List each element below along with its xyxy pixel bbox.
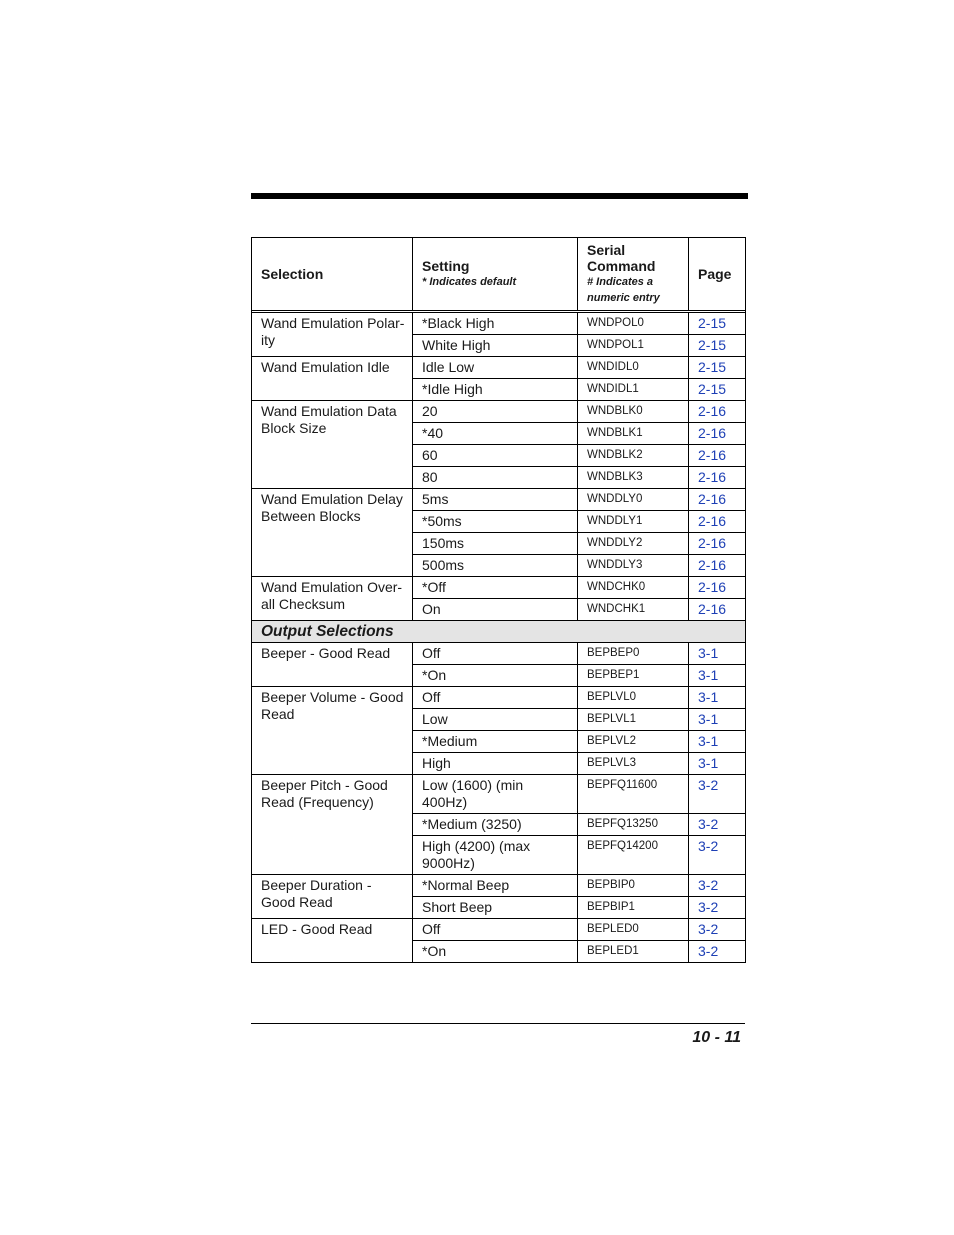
- page-number: 10 - 11: [692, 1029, 741, 1046]
- header-serial-command: Serial Command # Indicates a numeric entry: [578, 238, 689, 311]
- selection-cell: Wand Emulation Data Block Size: [252, 401, 413, 489]
- serial-command-cell: BEPLVL3: [578, 753, 689, 775]
- serial-command-cell: WNDPOL1: [578, 335, 689, 357]
- setting-cell: 80: [413, 467, 578, 489]
- serial-command-cell: BEPBIP1: [578, 897, 689, 919]
- header-setting: Setting * Indicates default: [413, 238, 578, 311]
- serial-command-cell: WNDDLY3: [578, 555, 689, 577]
- page-link[interactable]: 3-1: [689, 665, 746, 687]
- setting-cell: High (4200) (max 9000Hz): [413, 836, 578, 875]
- setting-cell: Off: [413, 919, 578, 941]
- table-row: [252, 775, 746, 814]
- serial-command-cell: BEPLVL2: [578, 731, 689, 753]
- serial-command-cell: BEPFQ14200: [578, 836, 689, 875]
- page-link[interactable]: 3-1: [689, 643, 746, 665]
- top-rule: [251, 193, 748, 199]
- serial-command-cell: WNDIDL1: [578, 379, 689, 401]
- section-title: Output Selections: [252, 621, 746, 643]
- page-link[interactable]: 3-1: [689, 753, 746, 775]
- setting-cell: Short Beep: [413, 897, 578, 919]
- page-link[interactable]: 3-2: [689, 836, 746, 875]
- serial-command-cell: WNDDLY1: [578, 511, 689, 533]
- serial-command-cell: WNDDLY0: [578, 489, 689, 511]
- serial-command-cell: WNDBLK3: [578, 467, 689, 489]
- serial-command-cell: BEPLED0: [578, 919, 689, 941]
- section-row: [252, 621, 746, 643]
- selection-cell: LED - Good Read: [252, 919, 413, 963]
- serial-command-cell: BEPLED1: [578, 941, 689, 963]
- serial-command-cell: BEPFQ11600: [578, 775, 689, 814]
- page-link[interactable]: 3-2: [689, 941, 746, 963]
- page-link[interactable]: 3-2: [689, 775, 746, 814]
- setting-cell: Idle Low: [413, 357, 578, 379]
- page-link[interactable]: 3-2: [689, 875, 746, 897]
- setting-cell: Low (1600) (min 400Hz): [413, 775, 578, 814]
- selection-cell: Beeper Volume - Good Read: [252, 687, 413, 775]
- serial-command-cell: WNDCHK1: [578, 599, 689, 621]
- serial-command-cell: BEPBEP0: [578, 643, 689, 665]
- serial-command-cell: BEPFQ13250: [578, 814, 689, 836]
- setting-cell: *Black High: [413, 313, 578, 335]
- page-link[interactable]: 3-2: [689, 897, 746, 919]
- header-page: Page: [689, 238, 746, 311]
- setting-cell: High: [413, 753, 578, 775]
- setting-cell: *Medium: [413, 731, 578, 753]
- selection-cell: Beeper Pitch - Good Read (Frequency): [252, 775, 413, 875]
- page-link[interactable]: 3-1: [689, 709, 746, 731]
- setting-cell: Off: [413, 687, 578, 709]
- table-row: [252, 401, 746, 423]
- page-link[interactable]: 2-16: [689, 445, 746, 467]
- page-link[interactable]: 2-16: [689, 533, 746, 555]
- setting-cell: *Normal Beep: [413, 875, 578, 897]
- table-row: [252, 919, 746, 941]
- serial-command-cell: BEPLVL1: [578, 709, 689, 731]
- setting-cell: *On: [413, 665, 578, 687]
- page-link[interactable]: 2-15: [689, 357, 746, 379]
- selection-cell: Wand Emulation Delay Between Blocks: [252, 489, 413, 577]
- settings-table: [251, 237, 746, 963]
- serial-command-cell: WNDBLK1: [578, 423, 689, 445]
- page-link[interactable]: 2-16: [689, 577, 746, 599]
- table-row: [252, 875, 746, 897]
- page-link[interactable]: 2-16: [689, 423, 746, 445]
- selection-cell: Beeper Duration - Good Read: [252, 875, 413, 919]
- setting-cell: *40: [413, 423, 578, 445]
- table-header: [252, 238, 746, 311]
- setting-cell: *Idle High: [413, 379, 578, 401]
- page-link[interactable]: 2-16: [689, 489, 746, 511]
- page-link[interactable]: 2-16: [689, 467, 746, 489]
- serial-command-cell: WNDBLK2: [578, 445, 689, 467]
- page-link[interactable]: 2-16: [689, 511, 746, 533]
- serial-command-cell: WNDPOL0: [578, 313, 689, 335]
- page-link[interactable]: 3-1: [689, 687, 746, 709]
- setting-cell: *Off: [413, 577, 578, 599]
- setting-cell: 150ms: [413, 533, 578, 555]
- page-link[interactable]: 2-15: [689, 313, 746, 335]
- page-link[interactable]: 2-16: [689, 401, 746, 423]
- page-link[interactable]: 3-2: [689, 919, 746, 941]
- table-row: [252, 313, 746, 335]
- serial-command-cell: WNDCHK0: [578, 577, 689, 599]
- setting-cell: Low: [413, 709, 578, 731]
- setting-cell: White High: [413, 335, 578, 357]
- setting-cell: On: [413, 599, 578, 621]
- table-row: [252, 687, 746, 709]
- table-row: [252, 489, 746, 511]
- page-link[interactable]: 3-1: [689, 731, 746, 753]
- table-row: [252, 577, 746, 599]
- page-link[interactable]: 2-16: [689, 599, 746, 621]
- setting-cell: *On: [413, 941, 578, 963]
- setting-cell: 500ms: [413, 555, 578, 577]
- selection-cell: Wand Emulation Idle: [252, 357, 413, 401]
- serial-command-cell: BEPLVL0: [578, 687, 689, 709]
- table-row: [252, 643, 746, 665]
- page-link[interactable]: 3-2: [689, 814, 746, 836]
- page-link[interactable]: 2-15: [689, 379, 746, 401]
- selection-cell: Wand Emulation Polar-ity: [252, 313, 413, 357]
- setting-cell: *Medium (3250): [413, 814, 578, 836]
- selection-cell: Wand Emulation Over-all Checksum: [252, 577, 413, 621]
- selection-cell: Beeper - Good Read: [252, 643, 413, 687]
- header-selection: Selection: [252, 238, 413, 311]
- serial-command-cell: WNDBLK0: [578, 401, 689, 423]
- setting-cell: *50ms: [413, 511, 578, 533]
- serial-command-cell: BEPBEP1: [578, 665, 689, 687]
- setting-cell: 5ms: [413, 489, 578, 511]
- page-link[interactable]: 2-16: [689, 555, 746, 577]
- bottom-rule: [251, 1023, 745, 1024]
- setting-cell: 60: [413, 445, 578, 467]
- setting-cell: Off: [413, 643, 578, 665]
- serial-command-cell: BEPBIP0: [578, 875, 689, 897]
- setting-cell: 20: [413, 401, 578, 423]
- serial-command-cell: WNDDLY2: [578, 533, 689, 555]
- table-row: [252, 357, 746, 379]
- page-link[interactable]: 2-15: [689, 335, 746, 357]
- serial-command-cell: WNDIDL0: [578, 357, 689, 379]
